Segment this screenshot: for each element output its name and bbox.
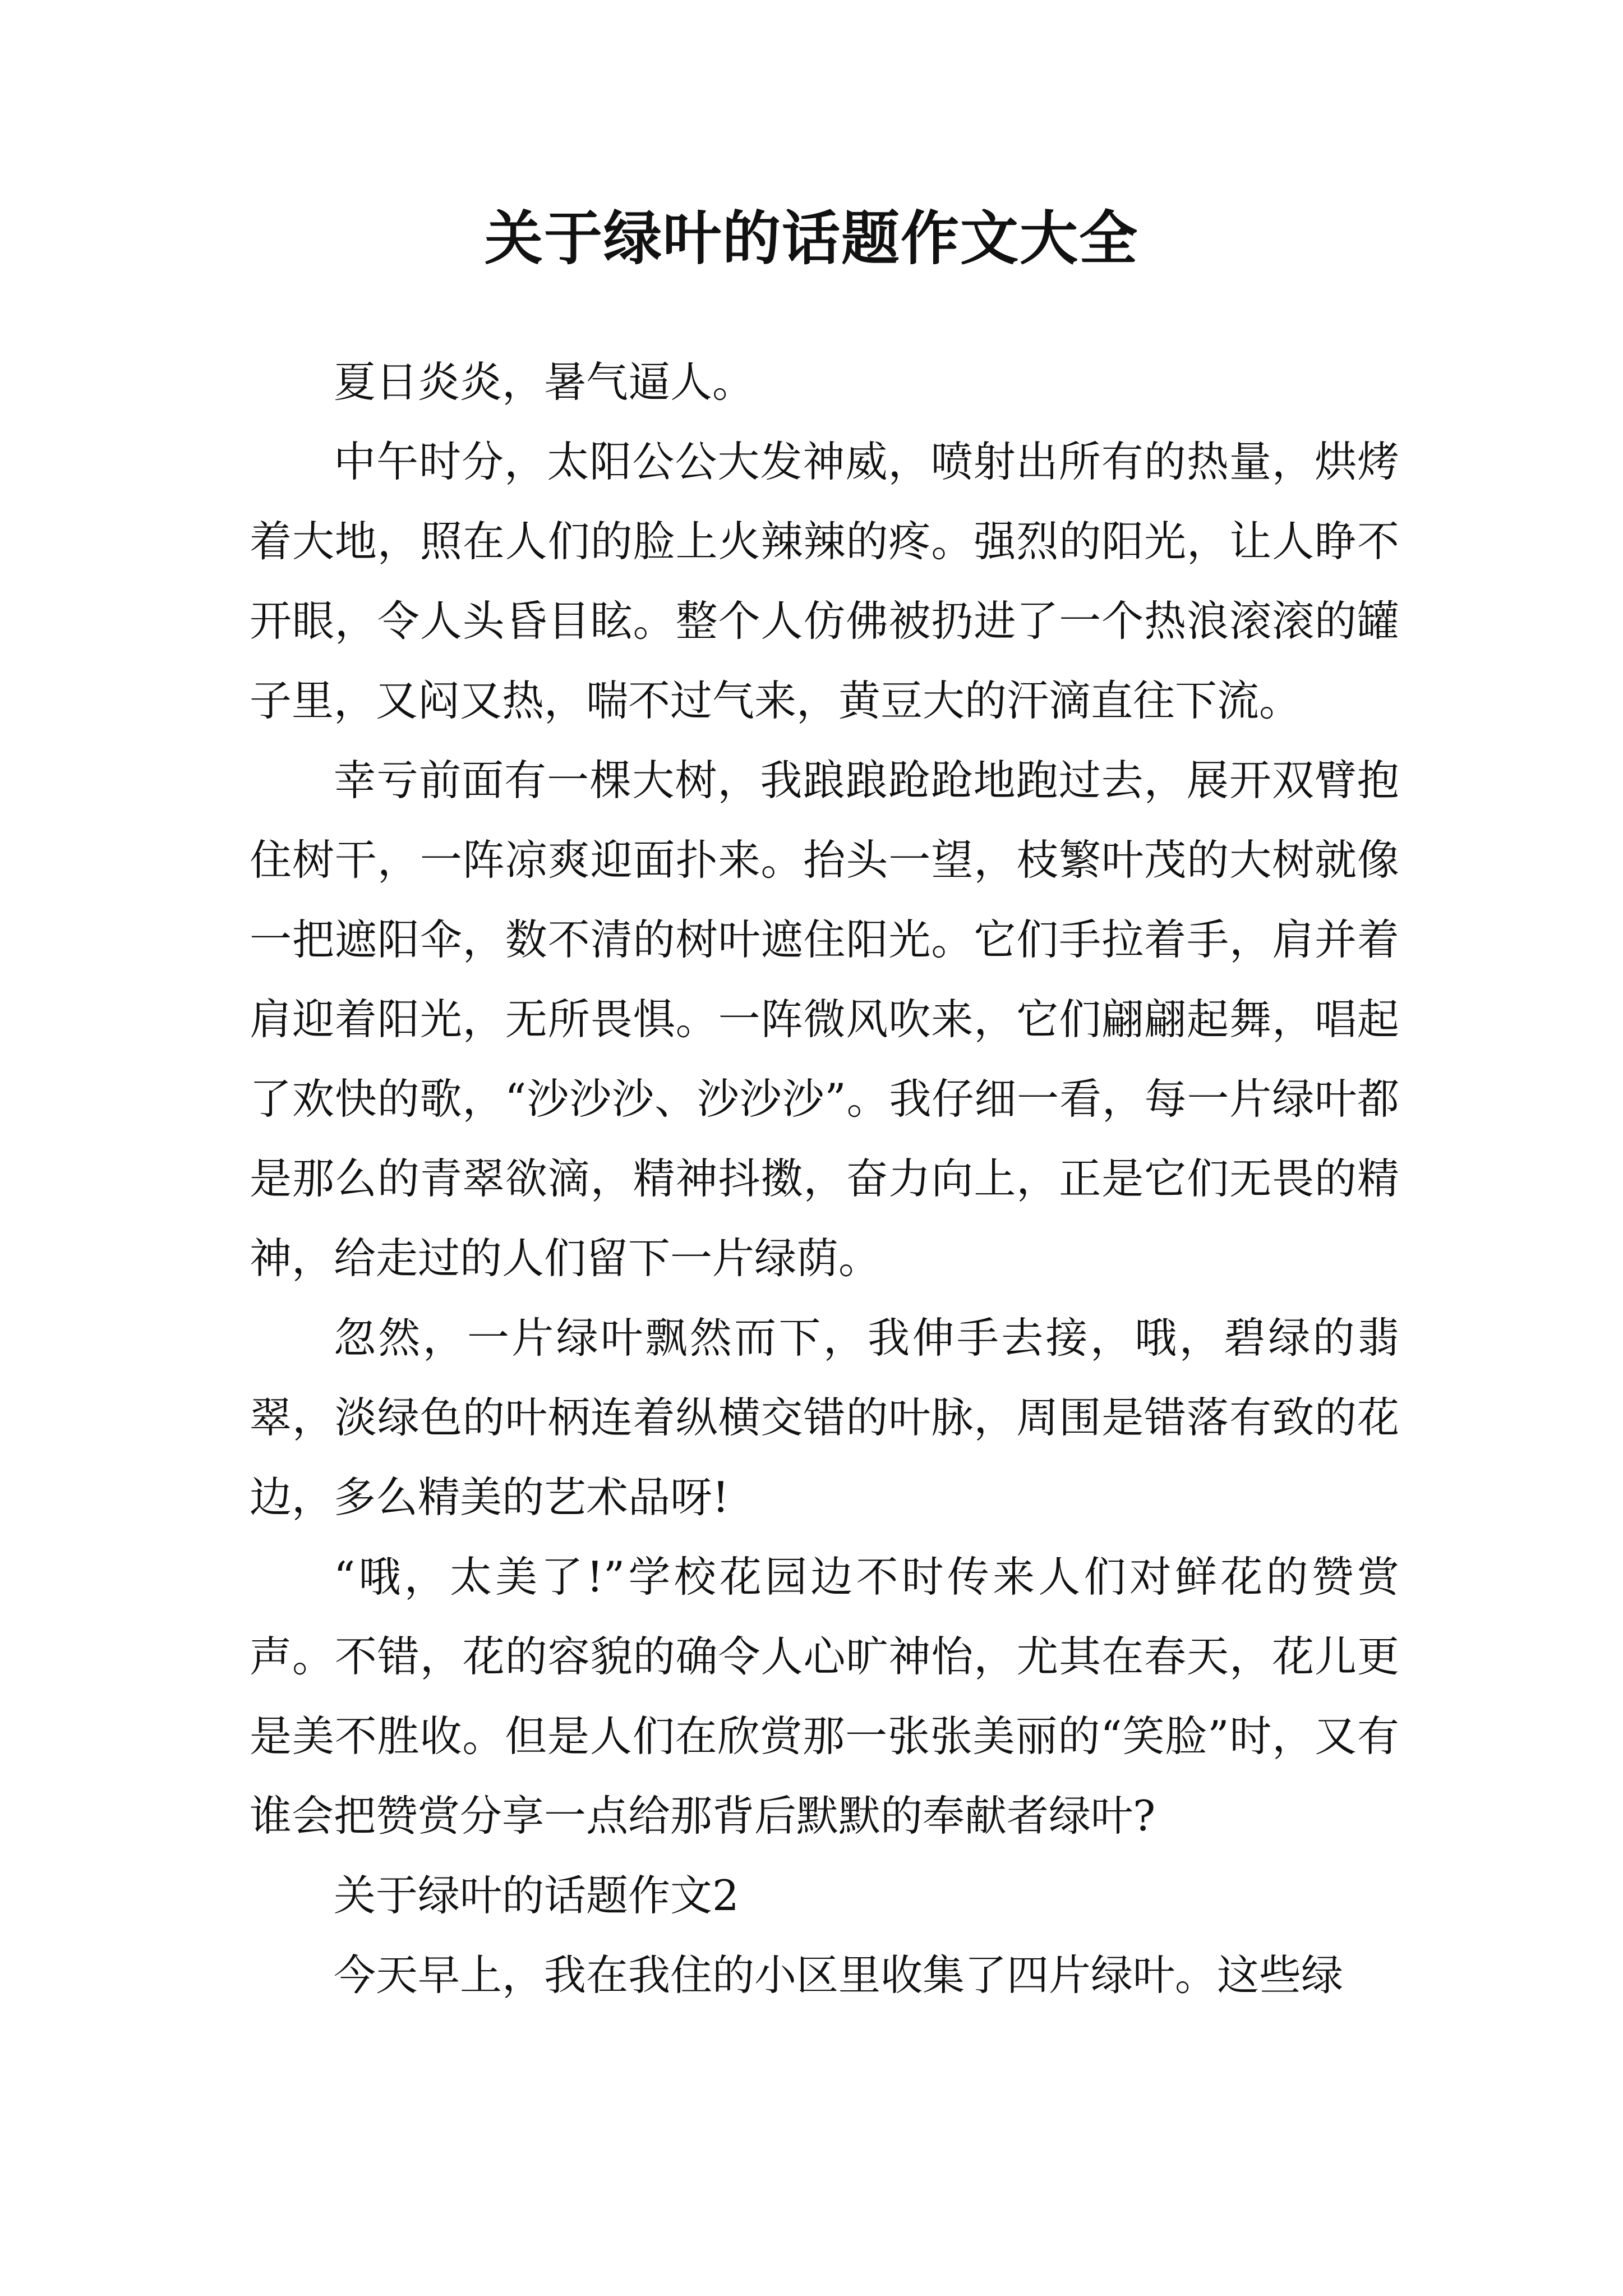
paragraph: 夏日炎炎，暑气逼人。 xyxy=(334,357,755,407)
document-title: 关于绿叶的话题作文大全 xyxy=(484,204,1138,273)
paragraph: 忽然，一片绿叶飘然而下，我伸手去接，哦，碧绿的翡翠，淡绿色的叶柄连着纵横交错的叶脉，周围是错落有致的花边，多么精美的艺术品呀! xyxy=(250,1313,1399,1522)
section-heading: 关于绿叶的话题作文2 xyxy=(334,1871,739,1920)
document-body xyxy=(250,342,1399,2015)
paragraph: 今天早上，我在我住的小区里收集了四片绿叶。这些绿 xyxy=(334,1950,1344,2000)
paragraph: “哦，太美了!”学校花园边不时传来人们对鲜花的赞赏声。不错，花的容貌的确令人心旷神怡，尤其在春天，花儿更是美不胜收。但是人们在欣赏那一张张美丽的“笑脸”时，又有谁会把赞赏分享一点给那背后默默的奉献者绿叶? xyxy=(250,1552,1399,1841)
paragraph: 幸亏前面有一棵大树，我踉踉跄跄地跑过去，展开双臂抱住树干，一阵凉爽迎面扑来。抬头一望，枝繁叶茂的大树就像一把遮阳伞，数不清的树叶遮住阳光。它们手拉着手，肩并着肩迎着阳光，无所畏惧。一阵微风吹来，它们翩翩起舞，唱起了欢快的歌，“沙沙沙、沙沙沙”。我仔细一看，每一片绿叶都是那么的青翠欲滴，精神抖擞，奋力向上，正是它们无畏的精神，给走过的人们留下一片绿荫。 xyxy=(250,756,1399,1283)
paragraph: 中午时分，太阳公公大发神威，喷射出所有的热量，烘烤着大地，照在人们的脸上火辣辣的疼。强烈的阳光，让人睁不开眼，令人头昏目眩。整个人仿佛被扔进了一个热浪滚滚的罐子里，又闷又热，喘不过气来，黄豆大的汗滴直往下流。 xyxy=(250,437,1399,725)
